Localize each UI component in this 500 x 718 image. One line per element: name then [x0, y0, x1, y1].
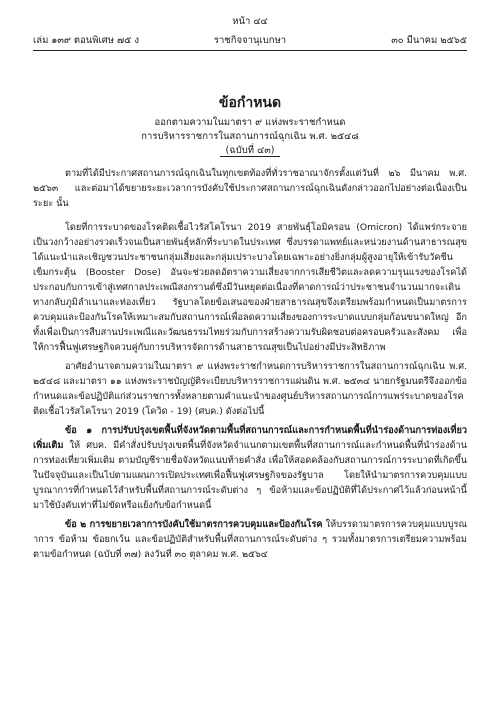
- gazette-name: ราชกิจจานุเบกษา: [213, 35, 287, 46]
- preamble-paragraph: ตามที่ได้มีประกาศสถานการณ์ฉุกเฉินในทุกเขตท้องที่ทั่วราชอาณาจักรตั้งแต่วันที่ ๒๖ มีนาคม พ.ศ. ๒๕๖๓ และต่อมาได้ขยายระยะเวลาการบังคับใช้ประกาศสถานการณ์ฉุกเฉินดังกล่าวออกไปอย่างต่อเนื่องเป็นระยะ นั้น: [33, 168, 467, 209]
- clause-2: [33, 517, 467, 562]
- subtitle-line-3: (ฉบับที่ ๔๓): [225, 145, 275, 156]
- subtitle-line-2: การบริหารราชการในสถานการณ์ฉุกเฉิน พ.ศ. ๒๕๔๘: [141, 131, 359, 142]
- header-divider: [33, 50, 467, 51]
- clause-1-heading: ข้อ ๑ การปรับปรุงเขตพื้นที่จังหวัดตามพื้นที่สถานการณ์และการกำหนดพื้นที่นำร่องด้านการท่องเที่ยวเพิ่มเติม: [33, 425, 467, 451]
- publication-date: ๓๐ มีนาคม ๒๕๖๕: [391, 35, 467, 46]
- document-body: [33, 166, 467, 562]
- clause-2-body: ให้บรรดามาตรการควบคุมแบบบูรณาการ ข้อห้าม ข้อยกเว้น และข้อปฏิบัติสำหรับพื้นที่สถานการณ์ระดับต่าง ๆ รวมทั้งมาตรการเตรียมความพร้อมตามข้อกำหนด (ฉบับที่ ๓๗) ลงวันที่ ๓๐ ตุลาคม พ.ศ. ๒๕๖๔: [33, 519, 468, 560]
- clause-1: [33, 423, 467, 513]
- subtitle-line-1: ออกตามความในมาตรา ๙ แห่งพระราชกำหนด: [154, 117, 346, 128]
- authority-paragraph: อาศัยอำนาจตามความในมาตรา ๙ แห่งพระราชกำหนดการบริหารราชการในสถานการณ์ฉุกเฉิน พ.ศ. ๒๕๔๘ และมาตรา ๑๑ แห่งพระราชบัญญัติระเบียบบริหารราชการแผ่นดิน พ.ศ. ๒๕๓๔ นายกรัฐมนตรีจึงออกข้อกำหนดและข้อปฏิบัติแก่ส่วนราชการทั้งหลายตามคำแนะนำของศูนย์บริหารสถานการณ์การแพร่ระบาดของโรคติดเชื้อไวรัสโคโรนา 2019 (โควิด - 19) (ศบค.) ดังต่อไปนี้: [33, 361, 467, 417]
- page-number: หน้า ๔๔: [232, 16, 268, 27]
- document-title: ข้อกำหนด: [218, 95, 282, 111]
- reason-paragraph: โดยที่การระบาดของโรคติดเชื้อไวรัสโคโรนา 2019 สายพันธุ์โอมิครอน (Omicron) ได้แพร่กระจายเป็นวงกว้างอย่างรวดเร็วจนเป็นสายพันธุ์หลักที่ระบาดในประเทศ ซึ่งบรรดาแพทย์และหน่วยงานด้านสาธารณสุขได้แนะนำและเชิญชวนประชาชนกลุ่มเสี่ยงและกลุ่มเปราะบางโดยเฉพาะอย่างยิ่งกลุ่มผู้สูงอายุให้เข้ารับวัคซีนเข็มกระตุ้น (Booster Dose) อันจะช่วยลดอัตราความเสี่ยงจากการเสียชีวิตและลดความรุนแรงของโรคได้ ประกอบกับการเข้าสู่เทศกาลประเพณีสงกรานต์ซึ่งมีวันหยุดต่อเนื่องที่คาดการณ์ว่าประชาชนจำนวนมากจะเดินทางกลับภูมิลำเนาและท่องเที่ยว รัฐบาลโดยข้อเสนอของฝ่ายสาธารณสุขจึงเตรียมพร้อมกำหนดเป็นมาตรการควบคุมและป้องกันโรคให้เหมาะสมกับสถานการณ์เพื่อลดความเสี่ยงของการระบาดแบบกลุ่มก้อนขนาดใหญ่ อีกทั้งเพื่อเป็นการสืบสานประเพณีและวัฒนธรรมไทยร่วมกับการสร้างความรับผิดชอบต่อครอบครัวและสังคม เพื่อให้การฟื้นฟูเศรษฐกิจควบคู่กับการบริหารจัดการด้านสาธารณสุขเป็นไปอย่างมีประสิทธิภาพ: [33, 222, 467, 353]
- volume-issue: เล่ม ๑๓๙ ตอนพิเศษ ๗๕ ง: [33, 35, 140, 46]
- title-divider: [220, 156, 280, 157]
- clause-1-body: ให้ ศบค. มีคำสั่งปรับปรุงเขตพื้นที่จังหวัดจำแนกตามเขตพื้นที่สถานการณ์และกำหนดพื้นที่นำร่องด้านการท่องเที่ยวเพิ่มเติม ตามบัญชีรายชื่อจังหวัดแนบท้ายคำสั่ง เพื่อให้สอดคล้องกับสถานการณ์การระบาดที่เกิดขึ้นในปัจจุบันและเป็นไปตามแผนการเปิดประเทศเพื่อฟื้นฟูเศรษฐกิจของรัฐบาล โดยให้นำมาตรการควบคุมแบบบูรณาการที่กำหนดไว้สำหรับพื้นที่สถานการณ์ระดับต่าง ๆ ข้อห้ามและข้อปฏิบัติที่ได้ประกาศไว้แล้วก่อนหน้านี้มาใช้บังคับเท่าที่ไม่ขัดหรือแย้งกับข้อกำหนดนี้: [33, 440, 467, 511]
- clause-2-heading: ข้อ ๒ การขยายเวลาการบังคับใช้มาตรการควบคุมและป้องกันโรค: [65, 519, 323, 530]
